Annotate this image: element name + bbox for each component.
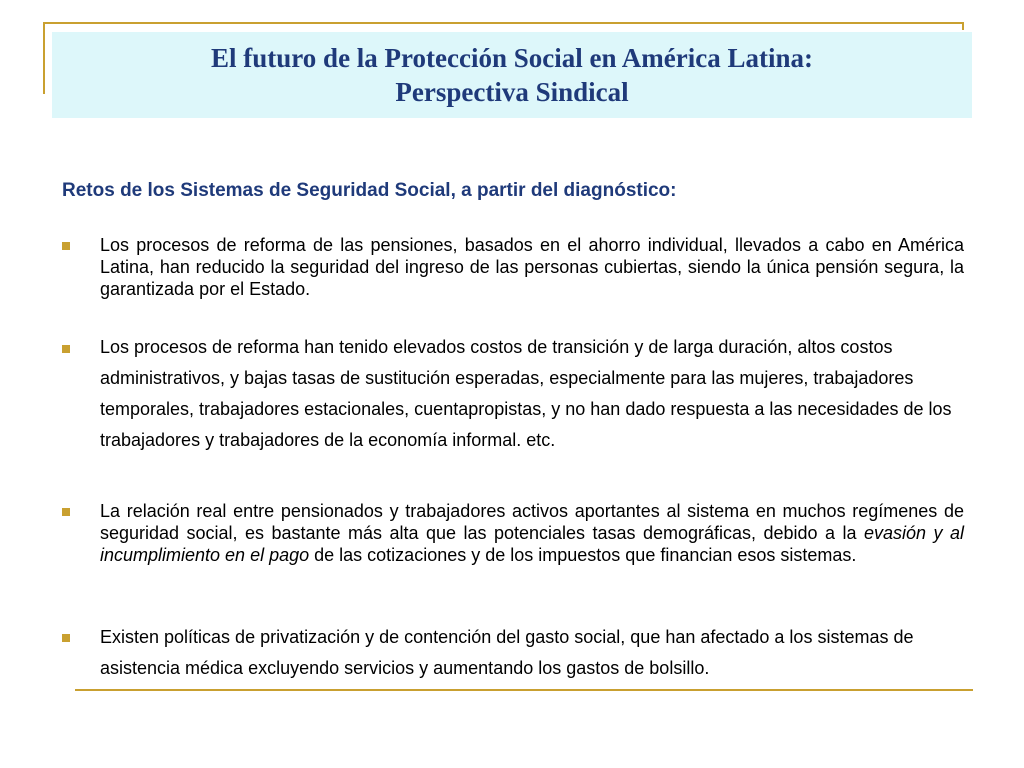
bullet-marker-4 bbox=[62, 634, 70, 642]
bullet-3-emphasis: evasión y al incumplimiento en el pago bbox=[100, 523, 964, 565]
bullet-marker-3 bbox=[62, 508, 70, 516]
bullet-text-4: Existen políticas de privatización y de contención del gasto social, que han afectado a los sistemas de asistencia médica excluyendo servicios y aumentando los gastos de bolsillo. bbox=[100, 627, 914, 678]
bullet-marker-2 bbox=[62, 345, 70, 353]
bullet-3-text-start: La relación real entre pensionados y trabajadores activos aportantes al sistema en muchos regímenes de seguridad social, es bastante más alta que las potenciales tasas demográficas, debido a la bbox=[100, 501, 964, 543]
section-heading: Retos de los Sistemas de Seguridad Social, a partir del diagnóstico: bbox=[62, 180, 677, 201]
frame-top-line bbox=[43, 22, 964, 24]
bullet-text-2: Los procesos de reforma han tenido elevados costos de transición y de larga duración, altos costos administrativos, y bajas tasas de sustitución esperadas, especialmente para las mujeres, trabajadores temporales, trabajadores estacionales, cuentapropistas, y no han dado respuesta a las necesidades de los trabajadores y trabajadores de la economía informal. etc. bbox=[100, 337, 952, 450]
bullet-text-3 bbox=[100, 500, 964, 566]
frame-right-tick bbox=[962, 22, 964, 30]
bullet-marker-1 bbox=[62, 242, 70, 250]
title-box bbox=[52, 32, 972, 118]
slide-title-line-1: El futuro de la Protección Social en América Latina: bbox=[211, 43, 813, 73]
bullet-3-text-end: de las cotizaciones y de los impuestos que financian esos sistemas. bbox=[309, 545, 857, 565]
frame-left-line bbox=[43, 22, 45, 94]
bottom-rule bbox=[75, 689, 973, 691]
slide-title-line-2: Perspectiva Sindical bbox=[395, 77, 629, 107]
bullet-text-1: Los procesos de reforma de las pensiones, basados en el ahorro individual, llevados a cabo en América Latina, han reducido la seguridad del ingreso de las personas cubiertas, siendo la única pensión segura, la garantizada por el Estado. bbox=[100, 235, 964, 299]
